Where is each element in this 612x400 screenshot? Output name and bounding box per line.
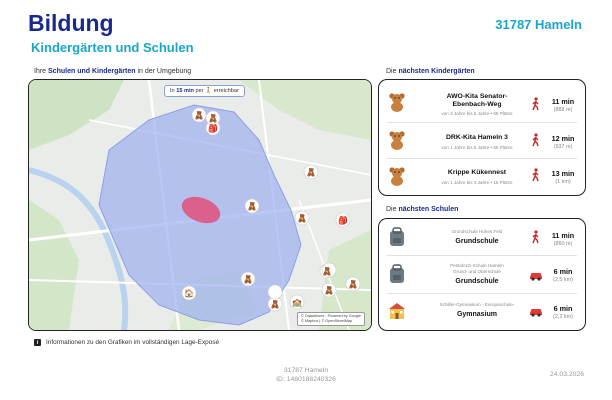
schools-heading: Die nächsten Schulen bbox=[386, 206, 459, 213]
map-canvas bbox=[29, 80, 371, 330]
info-icon: i bbox=[34, 339, 41, 346]
walk-icon bbox=[529, 133, 543, 147]
surroundings-map[interactable] bbox=[28, 79, 372, 331]
walk-icon bbox=[529, 168, 543, 182]
svg-text:🧸: 🧸 bbox=[322, 267, 332, 276]
car-icon bbox=[529, 268, 543, 282]
walk-icon bbox=[529, 97, 543, 111]
divider bbox=[387, 158, 577, 159]
school-row[interactable]: Schiller-Gymnasium - Europaschule- Gymnasium 6 min (2,2 km) bbox=[379, 293, 585, 329]
svg-text:🧸: 🧸 bbox=[208, 114, 218, 123]
schools-panel bbox=[378, 218, 586, 331]
kindergarten-row[interactable]: Krippe Kükennest von 1 Jahre bis 3 Jahre • 15 Plätze 13 min (1 km) bbox=[379, 158, 585, 194]
svg-text:🧸: 🧸 bbox=[270, 300, 280, 309]
school-row[interactable]: Pestalozzi-Schule Hameln Grund- und Oberschule Grundschule 6 min (2,5 km) bbox=[379, 255, 585, 293]
page-subtitle: Kindergärten und Schulen bbox=[31, 40, 194, 55]
footer-location: 31787 Hameln bbox=[283, 367, 329, 374]
divider bbox=[387, 255, 577, 256]
kindergarten-panel bbox=[378, 79, 586, 196]
info-note: i Informationen zu den Grafiken im vollständigen Lage-Exposé bbox=[34, 339, 219, 346]
map-attribution[interactable]: © Datadrivers - Powered by Google © Mapbox | © OpenStreetMap bbox=[297, 312, 365, 326]
svg-text:🧸: 🧸 bbox=[243, 275, 253, 284]
teddy-bear-icon bbox=[387, 166, 407, 186]
footer-id: ID: 1480188240326 bbox=[276, 376, 336, 383]
svg-text:🧸: 🧸 bbox=[324, 286, 334, 295]
divider bbox=[387, 293, 577, 294]
svg-text:🎒: 🎒 bbox=[338, 216, 348, 225]
svg-text:🏫: 🏫 bbox=[292, 298, 302, 307]
svg-text:🧸: 🧸 bbox=[348, 280, 358, 289]
svg-text:🧸: 🧸 bbox=[297, 214, 307, 223]
teddy-bear-icon bbox=[387, 92, 407, 112]
divider bbox=[387, 122, 577, 123]
svg-text:🧸: 🧸 bbox=[306, 168, 316, 177]
kindergarten-heading: Die nächsten Kindergärten bbox=[386, 68, 475, 75]
kindergarten-row[interactable]: DRK-Kita Hameln 3 von 1 Jahre bis 6 Jahre • 55 Plätze 12 min (937 m) bbox=[379, 122, 585, 158]
school-building-icon bbox=[387, 301, 407, 321]
backpack-icon bbox=[387, 227, 407, 247]
walk-icon bbox=[529, 230, 543, 244]
backpack-icon bbox=[387, 264, 407, 284]
kindergarten-row[interactable]: AWO-Kita Senator- Ebenbach-Weg von 3 Jahre bis 6 Jahre • 68 Plätze 11 min (888 m) bbox=[379, 80, 585, 122]
reach-badge: In 15 min per 🚶 erreichbar bbox=[164, 85, 245, 97]
page-title: Bildung bbox=[28, 10, 114, 36]
map-heading: Ihre Schulen und Kindergärten in der Umgebung bbox=[34, 68, 192, 75]
school-row[interactable]: Grundschule Hohes Feld Grundschule 11 min (860 m) bbox=[379, 219, 585, 255]
svg-text:🧸: 🧸 bbox=[194, 111, 204, 120]
car-icon bbox=[529, 304, 543, 318]
teddy-bear-icon bbox=[387, 130, 407, 150]
svg-text:🏠: 🏠 bbox=[184, 289, 194, 298]
footer-date: 24.03.2026 bbox=[549, 371, 584, 378]
svg-text:🧸: 🧸 bbox=[247, 202, 257, 211]
svg-text:🎒: 🎒 bbox=[208, 124, 218, 133]
location-label: 31787 Hameln bbox=[495, 17, 582, 32]
walk-icon: 🚶 bbox=[205, 88, 213, 94]
